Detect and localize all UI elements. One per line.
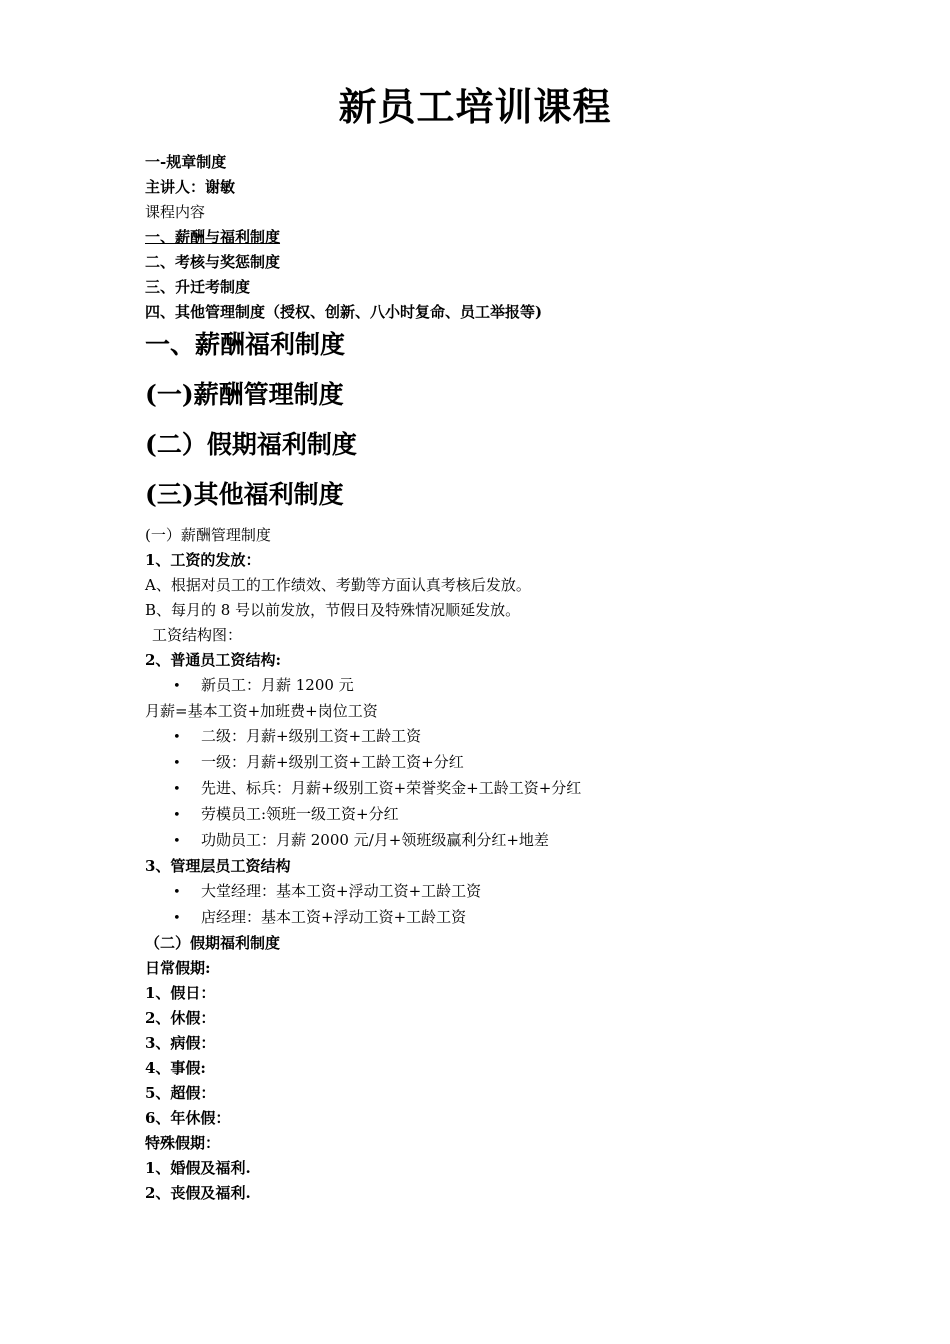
course-item: 一、薪酬与福利制度 [145,228,281,246]
pay-rule-a: A、根据对员工的工作绩效、考勤等方面认真考核后发放。 [145,576,531,594]
bullet-icon: • [173,885,181,900]
content-label: 课程内容 [145,203,206,221]
bullet-icon: • [173,808,181,823]
list-item: • 新员工：月薪 1200 元 [145,673,845,699]
special-leave-item: 2、丧假及福利. [145,1184,251,1202]
daily-leave-item: 1、假日： [145,984,216,1002]
holiday-section-label: （二）假期福利制度 [145,934,281,952]
course-item: 四、其他管理制度（授权、创新、八小时复命、员工举报等) [145,303,543,321]
salary-section-label: (一）薪酬管理制度 [145,526,271,544]
structure-chart-label: 工资结构图： [152,626,243,644]
heading-salary-welfare: 一、薪酬福利制度 [145,330,346,359]
pay-rule-b: B、每月的 8 号以前发放，节假日及特殊情况顺延发放。 [145,601,521,619]
normal-structure-title: 2、普通员工资结构: [145,651,281,669]
document-title: 新员工培训课程 [338,84,612,129]
bullet-icon: • [173,834,181,849]
daily-leave-item: 2、休假： [145,1009,216,1027]
daily-leave-item: 6、年休假： [145,1109,231,1127]
list-item: • 二级：月薪+级别工资+工龄工资 [145,724,845,750]
bullet-icon: • [173,756,181,771]
bullet-icon: • [173,782,181,797]
bullet-icon: • [173,911,181,926]
list-item: • 劳模员工:领班一级工资+分红 [145,802,845,828]
special-leave-title: 特殊假期： [145,1134,221,1152]
list-item: • 先进、标兵：月薪+级别工资+荣誉奖金+工龄工资+分红 [145,776,845,802]
bullet-icon: • [173,679,181,694]
bullet-icon: • [173,730,181,745]
list-item: • 店经理：基本工资+浮动工资+工龄工资 [145,905,845,931]
daily-leave-item: 3、病假： [145,1034,216,1052]
section-label: 一-规章制度 [145,153,227,171]
heading-salary-management: (一)薪酬管理制度 [145,380,344,409]
list-item: • 大堂经理：基本工资+浮动工资+工龄工资 [145,879,845,905]
management-structure-title: 3、管理层员工资结构 [145,857,291,875]
special-leave-item: 1、婚假及福利. [145,1159,251,1177]
salary-formula: 月薪=基本工资+加班费+岗位工资 [145,702,378,720]
heading-holiday-welfare: (二）假期福利制度 [145,430,357,459]
heading-other-welfare: (三)其他福利制度 [145,480,344,509]
course-item: 二、考核与奖惩制度 [145,253,281,271]
daily-leave-item: 5、超假： [145,1084,216,1102]
pay-title: 1、工资的发放： [145,551,261,569]
speaker-line: 主讲人：谢敏 [145,178,236,196]
daily-leave-title: 日常假期: [145,959,211,977]
course-item: 三、升迁考制度 [145,278,251,296]
document-content [145,150,845,1206]
list-item: • 功勋员工：月薪 2000 元/月+领班级赢利分红+地差 [145,828,845,854]
daily-leave-item: 4、事假: [145,1059,206,1077]
list-item: • 一级：月薪+级别工资+工龄工资+分红 [145,750,845,776]
